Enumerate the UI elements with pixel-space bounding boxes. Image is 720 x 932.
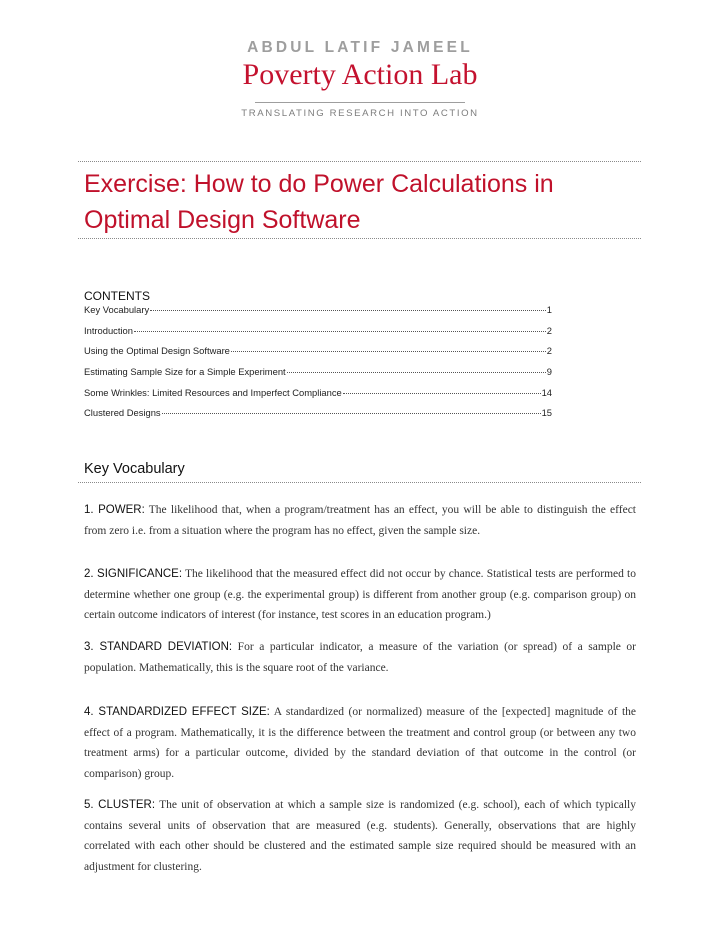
- logo-line-2: Poverty Action Lab: [242, 58, 478, 91]
- toc-item-page: 15: [541, 407, 552, 419]
- jpal-logo: [0, 38, 720, 120]
- vocab-definition: The likelihood that, when a program/treatment has an effect, you will be able to distinguish the effect from zero i.e. from a situation where the program has no effect, given the sample size.: [84, 504, 636, 537]
- vocab-term: 3. STANDARD DEVIATION:: [84, 641, 233, 653]
- toc-leader: [343, 393, 541, 394]
- logo-tagline: TRANSLATING RESEARCH INTO ACTION: [241, 108, 479, 119]
- vocab-definition: A standardized (or normalized) measure of the [expected] magnitude of the effect of a program. Mathematically, it is the difference between the treatment and control group (or between any two treatment arms) for a particular outcome, divided by the standard deviation of that outcome in the control (or comparison) group.: [84, 706, 637, 780]
- toc-item-label: Using the Optimal Design Software: [84, 345, 230, 357]
- toc-item-label: Introduction: [84, 324, 133, 336]
- toc-item[interactable]: [84, 407, 552, 428]
- toc-item-page: 14: [541, 386, 552, 398]
- toc-item-page: 2: [546, 324, 552, 336]
- vocab-definition: The likelihood that the measured effect did not occur by chance. Statistical tests are performed to determine whether one group (e.g. the experimental group) is different from another group (e.g. comparison group) on certain outcome indicators of interest (for instance, test scores in an education program.): [84, 568, 636, 621]
- vocab-entry-power: [84, 500, 636, 541]
- vocab-term: 4. STANDARDIZED EFFECT SIZE:: [84, 706, 270, 718]
- toc-item[interactable]: [84, 345, 552, 366]
- toc-item-label: Some Wrinkles: Limited Resources and Imperfect Compliance: [84, 386, 342, 398]
- vocab-term: 2. SIGNIFICANCE:: [84, 568, 183, 580]
- vocab-entry-standard-deviation: [84, 637, 636, 678]
- toc-item-label: Clustered Designs: [84, 407, 161, 419]
- vocab-definition: The unit of observation at which a sample size is randomized (e.g. school), each of which typically contains several units of observation that are measured (e.g. students). Generally, observations that are highly correlated with each other should be clustered and the estimated sample size required should be measured with an adjustment for clustering.: [84, 799, 636, 873]
- table-of-contents: [84, 304, 552, 428]
- title-bottom-divider: [78, 238, 641, 239]
- vocab-entry-cluster: [84, 795, 636, 877]
- logo-line-1: ABDUL LATIF JAMEEL: [247, 39, 473, 56]
- toc-leader: [150, 310, 546, 311]
- vocab-definition: For a particular indicator, a measure of the variation (or spread) of a sample or population. Mathematically, this is the square root of the variance.: [84, 641, 637, 674]
- toc-item-page: 1: [546, 304, 552, 315]
- toc-leader: [134, 331, 546, 332]
- toc-item[interactable]: [84, 366, 552, 387]
- contents-heading: CONTENTS: [84, 289, 150, 303]
- toc-item[interactable]: [84, 304, 552, 325]
- section-divider: [78, 482, 641, 483]
- toc-leader: [287, 372, 546, 373]
- toc-item-label: Key Vocabulary: [84, 304, 150, 315]
- logo-rule: [255, 102, 465, 103]
- toc-item-label: Estimating Sample Size for a Simple Experiment: [84, 366, 286, 378]
- toc-item-page: 9: [546, 366, 552, 378]
- vocab-term: 5. CLUSTER:: [84, 799, 156, 811]
- vocab-entry-standardized-effect-size: [84, 702, 636, 784]
- toc-leader: [231, 351, 546, 352]
- toc-leader: [162, 413, 541, 414]
- vocab-term: 1. POWER:: [84, 504, 145, 516]
- vocab-entry-significance: [84, 564, 636, 626]
- toc-item[interactable]: [84, 387, 552, 408]
- page-title: Exercise: How to do Power Calculations in Optimal Design Software: [84, 170, 554, 234]
- section-heading: Key Vocabulary: [84, 461, 185, 477]
- title-top-divider: [78, 161, 641, 162]
- toc-item[interactable]: [84, 325, 552, 346]
- toc-item-page: 2: [546, 345, 552, 357]
